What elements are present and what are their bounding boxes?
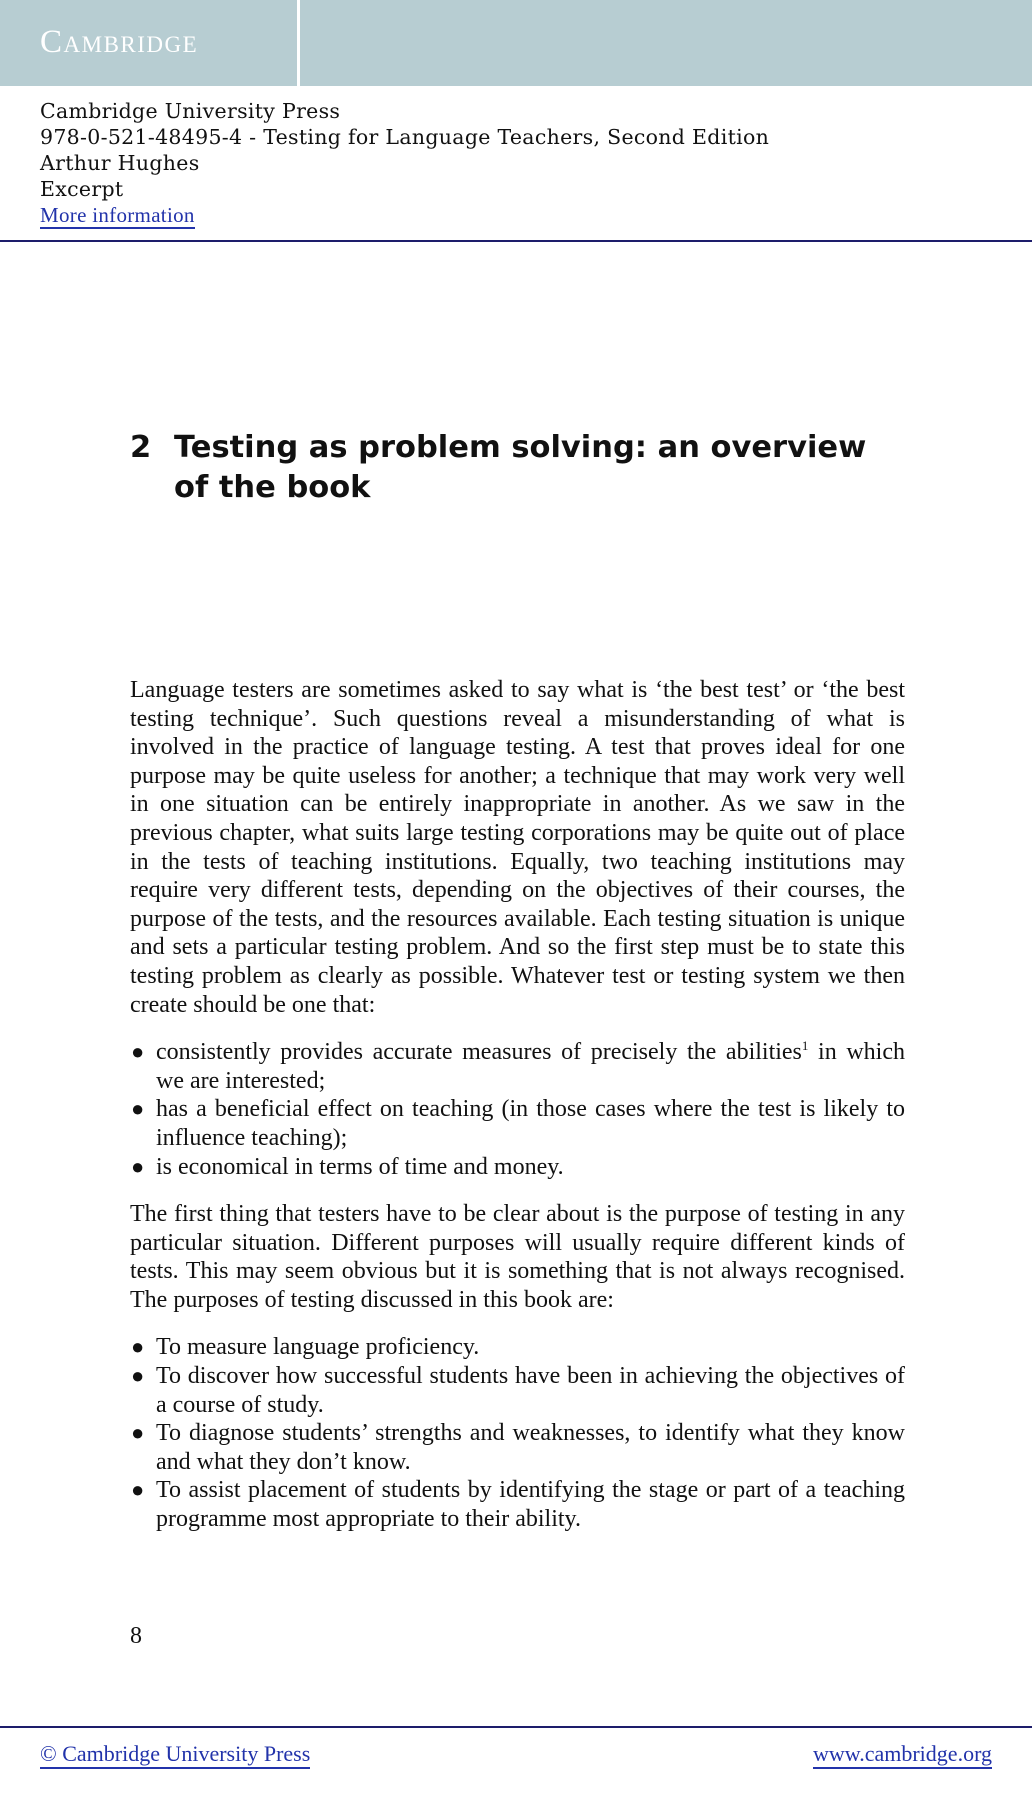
bullet-icon: ● xyxy=(131,1420,145,1446)
banner-divider xyxy=(297,0,300,86)
paragraph-2: The first thing that testers have to be clear about is the purpose of testing in any particular situation. Different purposes will usually require different kinds of tests. This may seem obvious but it is something that is not always recognised. The purposes of testing discussed in this book are: xyxy=(130,1201,905,1313)
page-number: 8 xyxy=(130,1623,142,1649)
bullet-icon: ● xyxy=(131,1096,145,1122)
bullet-icon: ● xyxy=(131,1039,145,1065)
bullet-icon: ● xyxy=(131,1477,145,1503)
chapter-number: 2 xyxy=(130,430,152,465)
publisher-name: Cambridge University Press xyxy=(40,99,341,123)
footer-rule xyxy=(0,1726,1032,1728)
author-name: Arthur Hughes xyxy=(40,151,200,175)
bullet-list-2 xyxy=(130,1333,905,1533)
list-item: ● is economical in terms of time and money. xyxy=(131,1153,564,1180)
bullet-icon: ● xyxy=(131,1363,145,1389)
cambridge-logo: Cambridge xyxy=(40,24,199,60)
chapter-title: Testing as problem solving: an overview of the book xyxy=(174,430,867,505)
list-item: ● To measure language proficiency. xyxy=(131,1334,480,1361)
page-body xyxy=(130,676,905,1553)
paragraph-1: Language testers are sometimes asked to say what is ‘the best test’ or ‘the best testing technique’. Such questions reveal a misunderstanding of what is involved in the practice of language testing. A test that proves ideal for one purpose may be quite useless for another; a technique that may work very well in one situation can be entirely inappropriate in another. As we saw in the previous chapter, what suits large testing corporations may be quite out of place in the tests of teaching institutions. Equally, two teaching institutions may require very different tests, depending on the objectives of their courses, the purpose of the tests, and the resources available. Each testing situation is unique and sets a particular testing problem. And so the first step must be to state this testing problem as clearly as possible. Whatever test or testing system we then create should be one that: xyxy=(130,677,905,1018)
list-item: ● To assist placement of students by identifying the stage or part of a teaching programme most appropriate to their ability. xyxy=(131,1477,905,1533)
bullet-icon: ● xyxy=(131,1153,145,1179)
bullet-icon: ● xyxy=(131,1334,145,1360)
copyright-link[interactable]: © Cambridge University Press xyxy=(40,1742,310,1769)
header-banner xyxy=(0,0,1032,86)
header-rule xyxy=(0,240,1032,242)
list-item: ● To diagnose students’ strengths and weaknesses, to identify what they know and what they don’t know. xyxy=(131,1420,905,1475)
excerpt-label: Excerpt xyxy=(40,177,124,201)
list-item: ● To discover how successful students have been in achieving the objectives of a course of study. xyxy=(131,1363,905,1418)
more-information-link[interactable]: More information xyxy=(40,203,195,227)
footnote-marker[interactable]: 1 xyxy=(801,1038,809,1054)
chapter-heading xyxy=(130,428,890,508)
list-item: ● consistently provides accurate measures of precisely the abilities$^1$ in which we are interested; xyxy=(131,1038,905,1094)
website-link[interactable]: www.cambridge.org xyxy=(813,1742,992,1769)
book-metadata xyxy=(40,98,769,229)
list-item: ● has a beneficial effect on teaching (in those cases where the test is likely to influence teaching); xyxy=(131,1096,905,1151)
bullet-list-1 xyxy=(130,1038,905,1181)
isbn-title: 978-0-521-48495-4 - Testing for Language Teachers, Second Edition xyxy=(40,125,770,149)
